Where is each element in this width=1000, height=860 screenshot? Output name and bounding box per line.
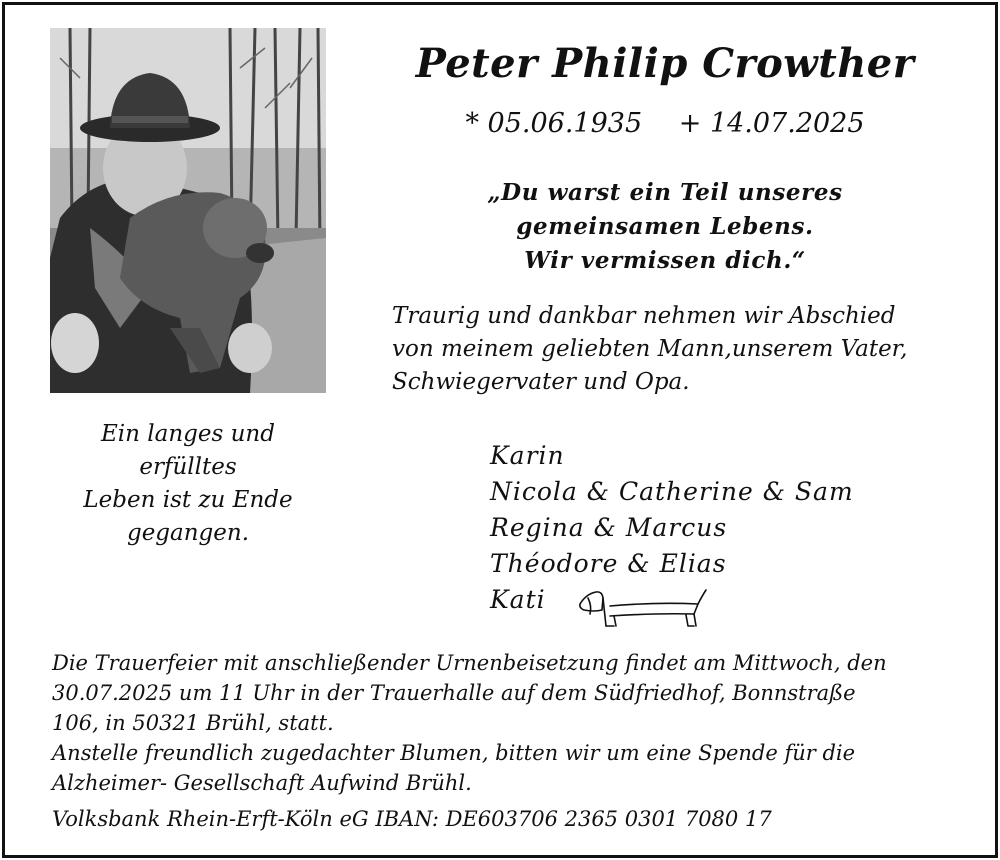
portrait-photo xyxy=(50,28,326,393)
life-summary-line: Ein langes und xyxy=(101,421,275,447)
funeral-details-line: Anstelle freundlich zugedachter Blumen, bitten wir um eine Spende für die xyxy=(52,741,856,765)
farewell-line: Traurig und dankbar nehmen wir Abschied xyxy=(392,303,896,329)
dachshund-drawing-icon xyxy=(576,586,710,630)
funeral-details xyxy=(52,648,982,798)
family-signatures xyxy=(490,438,970,618)
funeral-details-line: Die Trauerfeier mit anschließender Urnenbeisetzung findet am Mittwoch, den xyxy=(52,651,887,675)
deceased-name: Peter Philip Crowther xyxy=(415,40,915,87)
farewell-text xyxy=(392,300,972,399)
farewell-line: von meinem geliebten Mann,unserem Vater, xyxy=(392,336,908,362)
life-summary-line: gegangen. xyxy=(126,520,250,546)
memorial-quote xyxy=(360,176,970,278)
portrait-photo-image xyxy=(50,28,326,393)
funeral-details-line: 30.07.2025 um 11 Uhr in der Trauerhalle auf dem Südfriedhof, Bonnstraße xyxy=(52,681,856,705)
family-member: Regina & Marcus xyxy=(490,513,728,542)
life-summary-text xyxy=(50,418,326,550)
life-dates xyxy=(360,108,970,139)
family-member-row xyxy=(490,582,970,618)
family-member: Nicola & Catherine & Sam xyxy=(490,477,854,506)
funeral-details-line: Alzheimer- Gesellschaft Aufwind Brühl. xyxy=(52,771,472,795)
quote-line: „Du warst ein Teil unseres xyxy=(487,179,843,206)
life-summary-line: erfülltes xyxy=(139,454,237,480)
family-member: Théodore & Elias xyxy=(490,549,727,578)
birth-date: * 05.06.1935 xyxy=(465,108,643,139)
funeral-details-line: 106, in 50321 Brühl, statt. xyxy=(52,711,334,735)
farewell-line: Schwiegervater und Opa. xyxy=(392,369,690,395)
death-date: + 14.07.2025 xyxy=(678,108,865,139)
family-member: Karin xyxy=(490,441,565,470)
quote-line: Wir vermissen dich.“ xyxy=(524,247,806,274)
life-summary-line: Leben ist zu Ende xyxy=(83,487,293,513)
family-member: Kati xyxy=(490,585,546,614)
quote-line: gemeinsamen Lebens. xyxy=(516,213,814,240)
bank-details: Volksbank Rhein-Erft-Köln eG IBAN: DE603706 2365 0301 7080 17 xyxy=(52,807,772,831)
